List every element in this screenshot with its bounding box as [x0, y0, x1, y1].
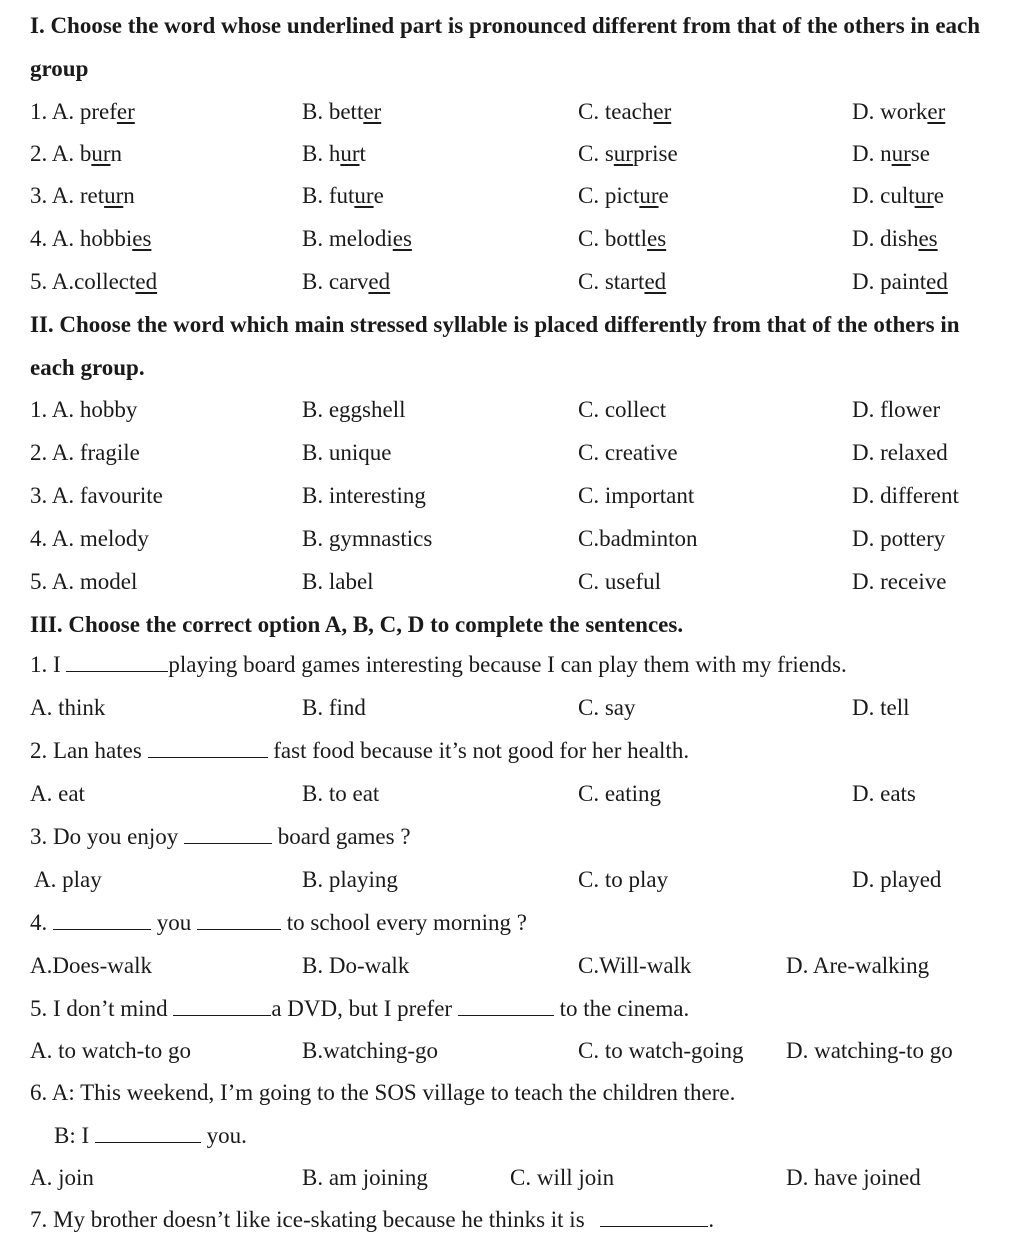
s1-question-2: [0, 134, 1024, 174]
s1-q4-option-c: C. bottles: [578, 226, 667, 251]
s2-q1-option-d: D. flower: [852, 397, 941, 422]
s3-q2-options: [0, 774, 1024, 814]
s1-q1-option-b: B. better: [302, 99, 382, 124]
s3-q5-option-d: D. watching-to go: [786, 1038, 953, 1063]
s2-question-5: [0, 562, 1024, 602]
s3-q5-stem: 5. I don’t mind a DVD, but I prefer to the cinema.: [30, 989, 689, 1029]
s3-q3-options: [0, 860, 1024, 900]
s2-q4-option-c: C.badminton: [578, 526, 698, 551]
s3-q4-option-c: C.Will-walk: [578, 953, 692, 978]
s3-q1-stem: 1. I playing board games interesting because I can play them with my friends.: [30, 645, 847, 685]
s2-question-2: [0, 433, 1024, 473]
s1-q4-option-b: B. melodies: [302, 226, 412, 251]
s3-q3-option-b: B. playing: [302, 867, 398, 892]
s1-q1-option-c: C. teacher: [578, 99, 672, 124]
s2-q2-option-d: D. relaxed: [852, 440, 948, 465]
s1-question-1: [0, 92, 1024, 132]
s3-q6-option-c: C. will join: [510, 1165, 615, 1190]
s2-question-4: [0, 519, 1024, 559]
section-1-heading: I. Choose the word whose underlined part is pronounced different from that of the others in each group: [30, 13, 981, 81]
s2-q3-option-c: C. important: [578, 483, 695, 508]
answer-blank: [600, 1204, 708, 1227]
s1-q5-option-d: D. painted: [852, 269, 948, 294]
s3-q6-stem: 6. A: This weekend, I’m going to the SOS village to teach the children there.: [30, 1080, 736, 1105]
s3-q4-option-b: B. Do-walk: [302, 953, 410, 978]
s1-q5-option-c: C. started: [578, 269, 667, 294]
s3-q6-options: [0, 1158, 1024, 1198]
answer-blank: [66, 649, 168, 672]
s2-q1-option-c: C. collect: [578, 397, 667, 422]
s3-q6-option-d: D. have joined: [786, 1165, 921, 1190]
s2-q4-option-a: 4. A. melody: [30, 526, 149, 551]
s3-q4-stem: 4. you to school every morning ?: [30, 903, 527, 943]
s1-q2-option-a: 2. A. burn: [30, 141, 123, 166]
answer-blank: [184, 821, 272, 844]
answer-blank: [197, 907, 281, 930]
s2-question-1: [0, 390, 1024, 430]
s3-q3-option-a: A. play: [34, 867, 102, 892]
s1-q2-option-c: C. surprise: [578, 141, 678, 166]
s1-q4-option-a: 4. A. hobbies: [30, 226, 152, 251]
s2-q1-option-b: B. eggshell: [302, 397, 406, 422]
s3-q4-options: [0, 946, 1024, 986]
s3-q3-stem: 3. Do you enjoy board games ?: [30, 817, 411, 857]
s3-q6-reply: B: I you.: [54, 1116, 247, 1156]
s1-q4-option-d: D. dishes: [852, 226, 938, 251]
s3-q1-option-c: C. say: [578, 695, 636, 720]
s3-q3-option-d: D. played: [852, 867, 942, 892]
answer-blank: [458, 993, 554, 1016]
section-3-heading: III. Choose the correct option A, B, C, D to complete the sentences.: [30, 612, 684, 637]
s3-q5-options: [0, 1031, 1024, 1071]
s3-q1-options: [0, 688, 1024, 728]
section-2-heading: II. Choose the word which main stressed syllable is placed differently from that of the others in each group.: [30, 312, 960, 380]
s2-q2-option-c: C. creative: [578, 440, 678, 465]
s2-q1-option-a: 1. A. hobby: [30, 397, 138, 422]
s1-q3-option-a: 3. A. return: [30, 183, 135, 208]
s2-q3-option-d: D. different: [852, 483, 959, 508]
s1-q3-option-d: D. culture: [852, 183, 944, 208]
s3-q1-option-b: B. find: [302, 695, 366, 720]
answer-blank: [148, 735, 268, 758]
s2-q5-option-b: B. label: [302, 569, 374, 594]
s3-q6-option-a: A. join: [30, 1165, 94, 1190]
s3-q2-option-a: A. eat: [30, 781, 85, 806]
answer-blank: [173, 993, 271, 1016]
answer-blank: [95, 1120, 201, 1143]
s3-q4-option-d: D. Are-walking: [786, 953, 930, 978]
s3-q5-option-c: C. to watch-going: [578, 1038, 744, 1063]
s1-q3-option-c: C. picture: [578, 183, 669, 208]
s3-q2-option-d: D. eats: [852, 781, 916, 806]
s2-q2-option-a: 2. A. fragile: [30, 440, 140, 465]
s3-q7-stem: 7. My brother doesn’t like ice-skating because he thinks it is .: [30, 1200, 714, 1240]
s2-q5-option-c: C. useful: [578, 569, 662, 594]
s2-q3-option-a: 3. A. favourite: [30, 483, 163, 508]
s3-q2-option-c: C. eating: [578, 781, 662, 806]
s1-q2-option-d: D. nurse: [852, 141, 930, 166]
s2-q5-option-d: D. receive: [852, 569, 947, 594]
s1-question-4: [0, 219, 1024, 259]
s1-q1-option-d: D. worker: [852, 99, 946, 124]
answer-blank: [53, 907, 151, 930]
s2-q5-option-a: 5. A. model: [30, 569, 138, 594]
s1-q2-option-b: B. hurt: [302, 141, 366, 166]
s2-q4-option-b: B. gymnastics: [302, 526, 433, 551]
s1-question-5: [0, 262, 1024, 302]
s3-q5-option-a: A. to watch-to go: [30, 1038, 191, 1063]
s1-question-3: [0, 176, 1024, 216]
s3-q1-option-a: A. think: [30, 695, 106, 720]
s3-q5-option-b: B.watching-go: [302, 1038, 439, 1063]
s3-q3-option-c: C. to play: [578, 867, 669, 892]
s2-q4-option-d: D. pottery: [852, 526, 946, 551]
s1-q1-option-a: 1. A. prefer: [30, 99, 135, 124]
s3-q6-option-b: B. am joining: [302, 1165, 428, 1190]
s2-q2-option-b: B. unique: [302, 440, 392, 465]
s1-q5-option-a: 5. A.collected: [30, 269, 158, 294]
s2-q3-option-b: B. interesting: [302, 483, 426, 508]
s1-q3-option-b: B. future: [302, 183, 384, 208]
s3-q2-option-b: B. to eat: [302, 781, 380, 806]
s1-q5-option-b: B. carved: [302, 269, 391, 294]
s2-question-3: [0, 476, 1024, 516]
s3-q1-option-d: D. tell: [852, 695, 910, 720]
s3-q4-option-a: A.Does-walk: [30, 953, 152, 978]
s3-q2-stem: 2. Lan hates fast food because it’s not good for her health.: [30, 731, 689, 771]
